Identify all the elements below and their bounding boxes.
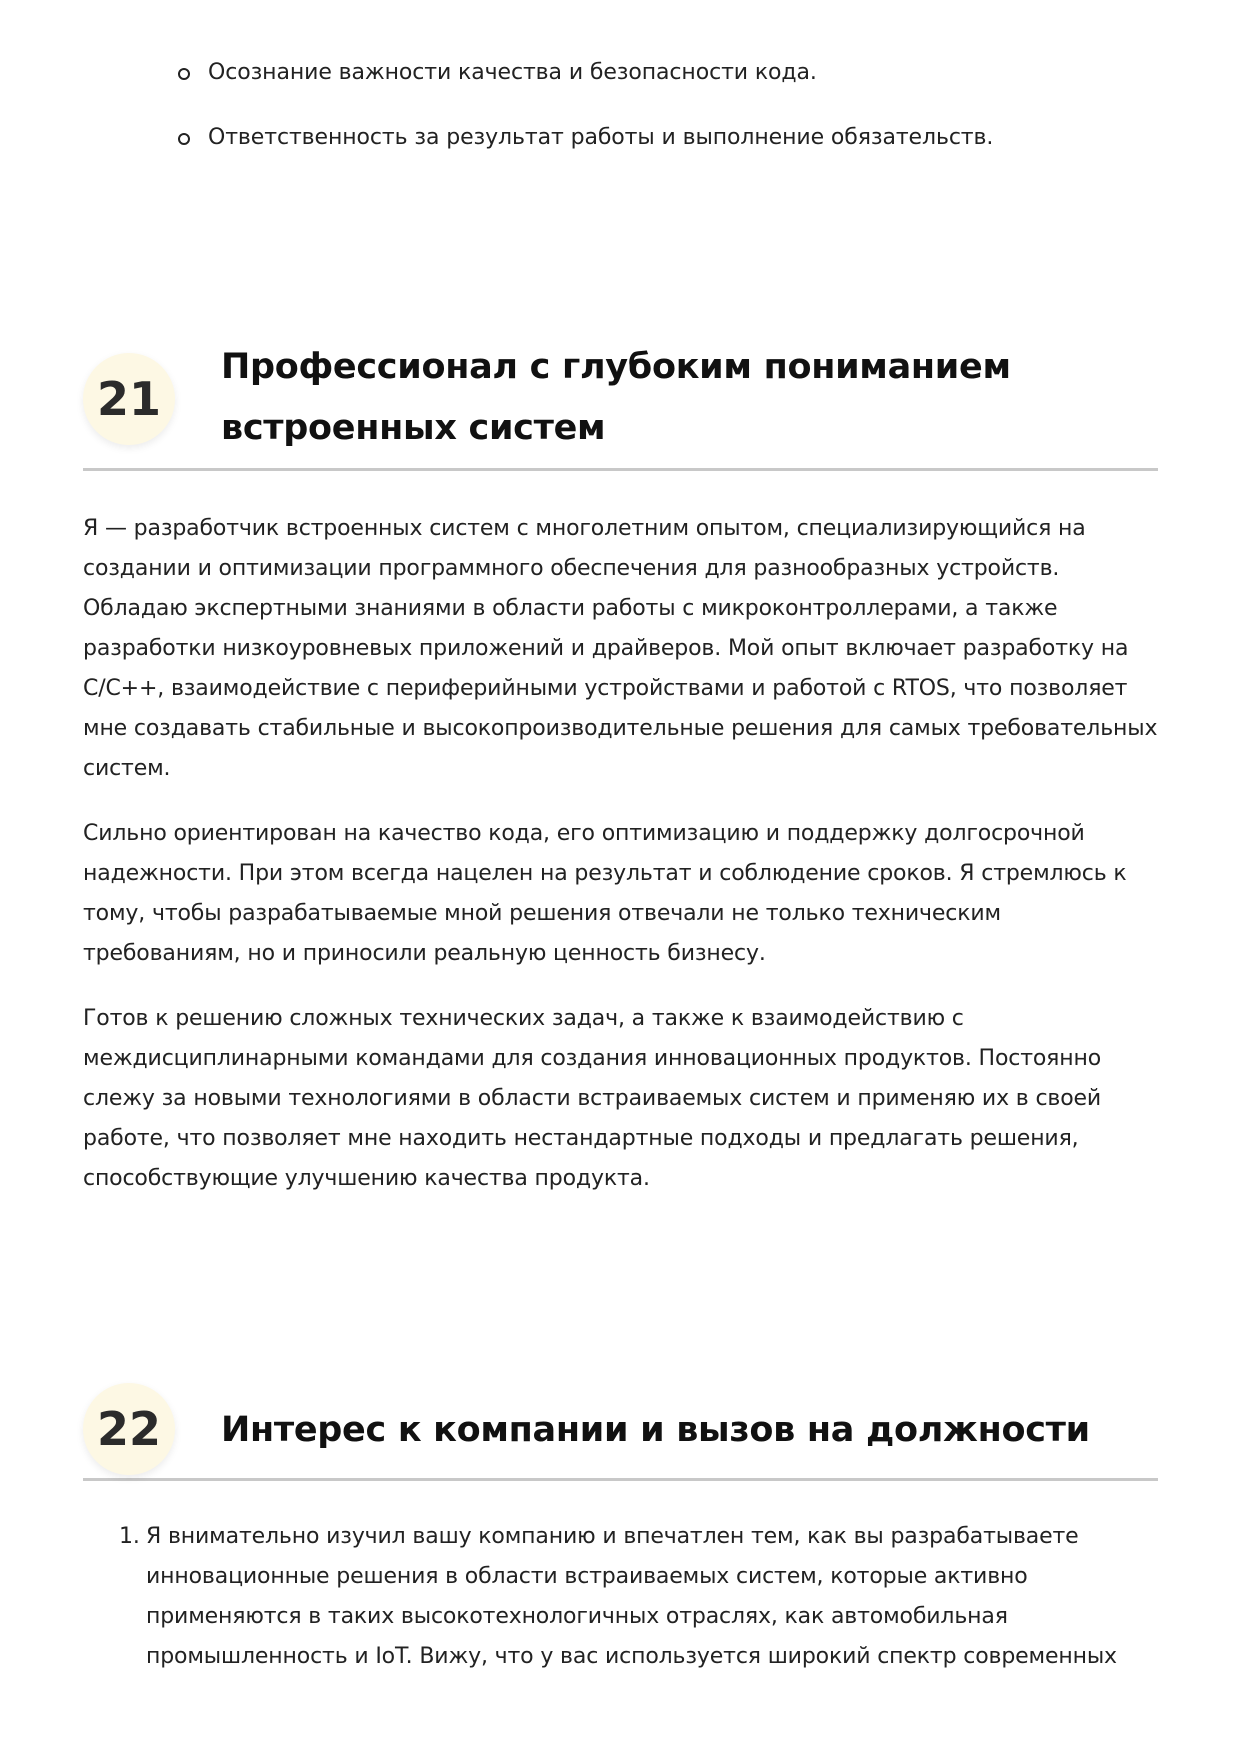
- section-header-21: [83, 335, 1158, 471]
- section-number-badge: 22: [83, 1383, 175, 1475]
- circle-bullet-icon: [178, 68, 190, 80]
- section-title: Профессионал с глубоким пониманием встроенных систем: [221, 347, 1011, 448]
- paragraph: Я — разработчик встроенных систем с многолетним опытом, специализирующийся на создании и оптимизации программного обеспечения для разнообразных устройств. Обладаю экспертными знаниями в области работы с микроконтроллерами, а также разработки низкоуровневых приложений и драйверов. Мой опыт включает разработку на C/C++, взаимодействие с периферийными устройствами и работой с RTOS, что позволяет мне создавать стабильные и высокопроизводительные решения для самых требовательных систем.: [83, 516, 1158, 781]
- paragraph: Готов к решению сложных технических задач, а также к взаимодействию с междисциплинарными командами для создания инновационных продуктов. Постоянно слежу за новыми технологиями в области встраиваемых систем и применяю их в своей работе, что позволяет мне находить нестандартные подходы и предлагать решения, способствующие улучшению качества продукта.: [83, 1006, 1102, 1191]
- section-title: Интерес к компании и вызов на должности: [221, 1410, 1090, 1450]
- list-item: [83, 1517, 1163, 1677]
- section-header-22: [83, 1378, 1158, 1481]
- section-21-body: [83, 509, 1163, 1224]
- section-number-badge: 21: [83, 353, 175, 445]
- quality-bullet-list: [178, 58, 993, 188]
- list-item-text: Я внимательно изучил вашу компанию и впечатлен тем, как вы разрабатываете инновационные решения в области встраиваемых систем, которые активно применяются в таких высокотехнологичных отраслях, как автомобильная промышленность и IoT. Вижу, что у вас используется широкий спектр современных: [146, 1524, 1117, 1669]
- list-item-text: Ответственность за результат работы и выполнение обязательств.: [208, 125, 994, 150]
- section-22-ordered-list: [83, 1517, 1163, 1677]
- list-item: [178, 123, 993, 153]
- paragraph: Сильно ориентирован на качество кода, его оптимизацию и поддержку долгосрочной надежности. При этом всегда нацелен на результат и соблюдение сроков. Я стремлюсь к тому, чтобы разрабатываемые мной решения отвечали не только техническим требованиям, но и приносили реальную ценность бизнесу.: [83, 821, 1127, 966]
- circle-bullet-icon: [178, 133, 190, 145]
- list-item: [178, 58, 993, 88]
- list-number: 1.: [119, 1524, 140, 1549]
- list-item-text: Осознание важности качества и безопасности кода.: [208, 60, 817, 85]
